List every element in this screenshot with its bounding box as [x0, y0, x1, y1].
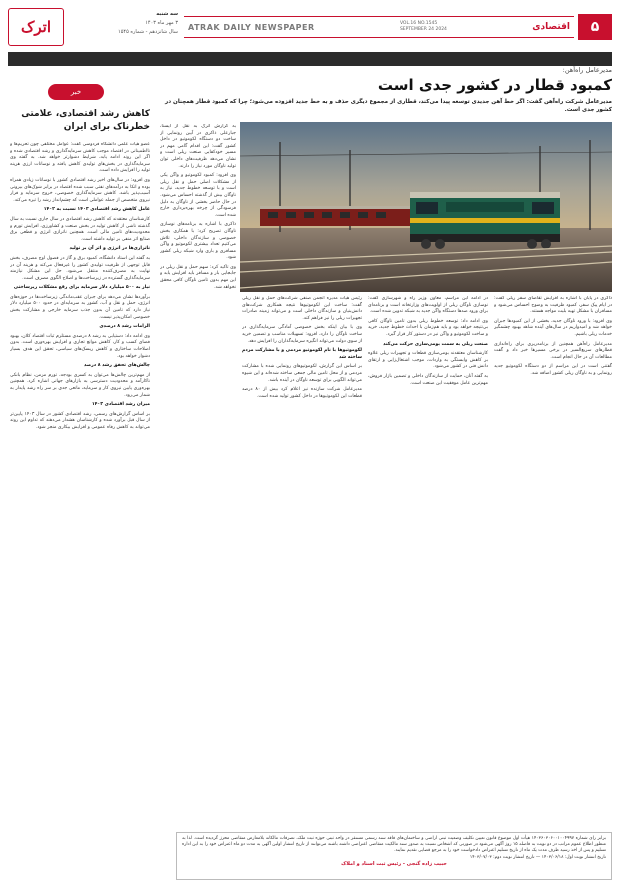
notice-signature: حبیب زاده گنجی - رئیس ثبت اسناد و املاک — [341, 860, 447, 867]
subheading: عامل کاهش رشد اقتصادی ۱۴۰۳ نسبت به ۱۴۰۲ — [43, 207, 150, 213]
newspaper-logo — [8, 8, 64, 46]
paragraph: برآوردها نشان می‌دهد برای جبران عقب‌ماندگی زیرساخت‌ها در حوزه‌های انرژی، حمل و نقل و آب، کشور به سرمایه‌ای در حدود ۵۰۰ میلیارد دلار نیاز دارد که تامین آن بدون جذب سرمایه خارجی و مشارکت بخش خصوصی امکان‌پذیر نیست. — [10, 294, 150, 320]
english-date: SEPTEMBER 24 2024 — [399, 27, 447, 32]
news-badge: خبر — [48, 84, 104, 100]
paragraph: از مهم‌ترین چالش‌ها می‌توان به کسری بودجه، تورم مزمن، نظام بانکی ناکارآمد و محدودیت دسترسی به بازارهای جهانی اشاره کرد. همچنین بهره‌وری پایین نیروی کار و سرمایه، مانعی جدی بر سر راه رشد پایدار به شمار می‌رود. — [10, 372, 150, 398]
paragraph: رئیس هیأت مدیره انجمن صنفی شرکت‌های حمل و نقل ریلی گفت: ساخت این لکوموتیوها نتیجه همکاری شرکت‌های دانش‌بنیان و سازندگان داخلی است و می‌تواند زمینه صادرات تجهیزات ریلی را نیز فراهم کند. — [242, 296, 362, 321]
paragraph: در ادامه این مراسم، معاون وزیر راه و شهرسازی گفت: نوسازی ناوگان ریلی از اولویت‌های وزارتخانه است و برنامه‌ای برای ورود صدها دستگاه واگن جدید به شبکه تدوین شده است. — [368, 296, 488, 315]
article-column-2 — [242, 296, 362, 824]
sidebar-headline: کاهش رشد اقتصادی، علامتی خطرناک برای ایران — [21, 109, 150, 132]
article-headline: کمبود قطار در کشور جدی است — [377, 76, 612, 94]
main-article-body — [160, 124, 612, 824]
issue-number: سال شانزدهم - شماره ۱۵۴۵ — [118, 29, 178, 35]
newspaper-name-en: ATRAK DAILY NEWSPAPER — [188, 22, 315, 32]
logo-text: اترک — [20, 18, 52, 36]
paragraph: وی با بیان اینکه بخش خصوصی آمادگی سرمایه‌گذاری در ساخت ناوگان را دارد، افزود: تسهیلات مناسب و تضمین خرید از سوی دولت می‌تواند انگیزه سرمایه‌گذاران را افزایش دهد. — [242, 325, 362, 344]
subheading: الزامات رشد ۸ درصدی — [99, 324, 150, 330]
paragraph: به گفته این استاد دانشگاه، کمبود برق و گاز در فصول اوج مصرف، بخش قابل توجهی از ظرفیت تولیدی کشور را غیرفعال می‌کند و هزینه آن در نهایت به مصرف‌کننده منتقل می‌شود. حل این مشکل نیازمند سرمایه‌گذاری گسترده در زیرساخت‌ها و اصلاح الگوی مصرف است. — [10, 255, 150, 281]
paragraph: بر اساس این گزارش، لکوموتیوهای رونمایی شده با مشارکت مردمی و از محل تامین مالی جمعی ساخته شده‌اند و این شیوه می‌تواند الگویی برای توسعه ناوگان در آینده باشد. — [242, 364, 362, 383]
subheading: چالش‌های تحقق رشد ۸ درصد — [84, 363, 150, 369]
paragraph: وی ادامه داد: دستیابی به رشد ۸ درصدی مستلزم ثبات اقتصاد کلان، بهبود فضای کسب و کار، کاهش موانع تجاری و افزایش بهره‌وری است. بدون اصلاحات ساختاری و کاهش ریسک‌های سیاسی، تحقق این هدف بسیار دشوار خواهد بود. — [10, 333, 150, 359]
article-lead: مدیرعامل شرکت راه‌آهن گفت: اگر خط آهن جدیدی توسعه پیدا می‌کند، قطاری از مجموع دیگری حذف و به خط جدید افزوده می‌شود؛ چرا که کمبود قطار همچنان در کشور جدی است. — [165, 99, 612, 113]
paragraph: بر اساس گزارش‌های رسمی، رشد اقتصادی کشور در سال ۱۴۰۳ پایین‌تر از سال قبل برآورد شده و کارشناسان هشدار می‌دهند که تداوم این روند می‌تواند به کاهش رفاه عمومی و افزایش بیکاری منجر شود. — [10, 411, 150, 430]
header-banner — [8, 52, 612, 66]
paragraph: مدیرعامل راه‌آهن همچنین از برنامه‌ریزی برای راه‌اندازی قطارهای سریع‌السیر در برخی مسیرها خبر داد و گفت مطالعات آن در حال انجام است. — [494, 341, 612, 360]
paragraph: به گزارش اترک به نقل از ایسنا، جبارعلی ذاکری در آیین رونمایی از ساخت دو دستگاه لکوموتیو در داخل کشور گفت: این اقدام گامی مهم در مسیر خودکفایی صنعت ریلی است و نشان می‌دهد ظرفیت‌های داخلی توان تولید ناوگان مورد نیاز را دارند. — [160, 124, 236, 169]
notice-text: برابر رای شماره ۱۴۰۳۶۰۳۰۶۰۰۱۰۰۴۹۹۷ هیأت اول موضوع قانون تعیین تکلیف وضعیت ثبتی اراضی و ساختمان‌های فاقد سند رسمی مستقر در واحد ثبتی حوزه ثبت ملک، تصرفات مالکانه بلامعارض متقاضی محرز گردیده است. لذا به منظور اطلاع عموم مراتب در دو نوبت به فاصله ۱۵ روز آگهی می‌شود در صورتی که اشخاص نسبت به صدور سند مالکیت متقاضی اعتراضی داشته باشند می‌توانند از تاریخ انتشار اولین آگهی به مدت دو ماه اعتراض خود را به این اداره تسلیم و پس از اخذ رسید ظرف مدت یک ماه از تاریخ تسلیم اعتراض دادخواست خود را به مرجع قضایی تقدیم نمایند. — [182, 836, 607, 854]
paragraph: مدیرعامل شرکت سازنده نیز اعلام کرد بیش از ۸۰ درصد قطعات این لکوموتیوها در داخل کشور تولید شده است. — [242, 387, 362, 399]
paragraph: گفتنی است در این مراسم از دو دستگاه لکوموتیو جدید رونمایی و به ناوگان ریلی کشور اضافه شد. — [494, 364, 612, 376]
subheading: صنعت ریلی به سمت بومی‌سازی حرکت می‌کند — [383, 341, 488, 347]
weekday: سه شنبه — [156, 11, 178, 17]
paragraph: وی افزود: کمبود لکوموتیو و واگن یکی از مشکلات اصلی حمل و نقل ریلی است و با توسعه خطوط جدید، نیاز به ناوگان بیش از گذشته احساس می‌شود. در حال حاضر بخشی از ناوگان به دلیل فرسودگی از چرخه بهره‌برداری خارج شده است. — [160, 173, 236, 218]
subheading: نیاز به ۵۰۰ میلیارد دلار سرمایه برای رفع مشکلات زیرساختی — [13, 285, 150, 291]
paragraph: ذاکری در پایان با اشاره به افزایش تقاضای سفر ریلی گفت: در ایام پیک سفر، کمبود ظرفیت به وضوح احساس می‌شود و مسافران با مشکل تهیه بلیت مواجه هستند. — [494, 296, 612, 315]
article-column-4 — [494, 296, 612, 824]
masthead-strip — [184, 16, 574, 38]
volume-info — [400, 21, 447, 33]
legal-notice — [176, 832, 612, 880]
page-number: ۵ — [578, 14, 612, 40]
paragraph: وی تاکید کرد: سهم حمل و نقل ریلی در جابجایی بار و مسافر باید افزایش یابد و این مهم بدون تامین ناوگان کافی محقق نخواهد شد. — [160, 264, 236, 290]
paragraph: ذاکری با اشاره به برنامه‌های نوسازی ناوگان تصریح کرد: با همکاری بخش خصوصی و سازندگان داخلی، تلاش می‌کنیم تعداد بیشتری لکوموتیو و واگن مسافری و باری وارد شبکه ریلی کشور شود. — [160, 222, 236, 261]
sidebar-article — [10, 84, 150, 864]
paragraph: وی افزود: در سال‌های اخیر رشد اقتصادی کشور با نوسانات زیادی همراه بوده و اتکا به درآمدهای نفتی سبب شده اقتصاد در برابر شوک‌های بیرونی آسیب‌پذیر باشد. کاهش سرمایه‌گذاری خصوصی، خروج سرمایه و فرار نیروی متخصص از جمله عواملی است که چشم‌انداز رشد را تیره می‌کند. — [10, 177, 150, 203]
section-title: اقتصادی — [532, 22, 570, 32]
paragraph: وی ادامه داد: توسعه خطوط ریلی بدون تامین ناوگان کافی بی‌نتیجه خواهد بود و باید هم‌زمان با احداث خطوط جدید، خرید و ساخت لکوموتیو و واگن نیز در دستور کار قرار گیرد. — [368, 318, 488, 337]
sidebar-body — [10, 142, 150, 857]
subheading: میزان رشد اقتصادی ۱۴۰۳ — [91, 402, 150, 408]
volume-line: VOL.16 NO.1545 — [399, 21, 438, 26]
issue-date — [68, 10, 178, 37]
paragraph: وی افزود: با ورود ناوگان جدید، بخشی از این کمبودها جبران خواهد شد و امیدواریم در سال‌های آینده شاهد بهبود چشمگیر خدمات ریلی باشیم. — [494, 318, 612, 337]
subheading: ناترازی‌ها در انرژی و اثر آن بر تولید — [69, 246, 150, 252]
masthead — [8, 6, 612, 50]
paragraph: به گفته آنان، حمایت از سازندگان داخلی و تضمین بازار فروش، مهم‌ترین عامل موفقیت این صنعت است. — [368, 373, 488, 386]
notice-dates: تاریخ انتشار نوبت اول: ۱۴۰۳/۰۶/۱۸ — تاریخ انتشار نوبت دوم: ۱۴۰۳/۰۷/۰۳ — [469, 854, 606, 860]
article-column-1 — [160, 124, 236, 824]
date: ۳ مهر ماه ۱۴۰۳ — [145, 20, 178, 26]
main-article-header — [160, 66, 612, 118]
paragraph: کارشناسان معتقدند که کاهش رشد اقتصادی در سال جاری نسبت به سال گذشته ناشی از کاهش تولید در بخش صنعت و کشاورزی، افزایش تورم و محدودیت‌های تامین مالی است. همچنین ناترازی انرژی و قطعی برق صنایع اثر منفی بر تولید داشته است. — [10, 216, 150, 242]
article-kicker: مدیرعامل راه‌آهن: — [562, 66, 612, 74]
subheading: لکوموتیوها با نام لکوموتیو مردمی و با مشارکت مردم ساخته شد — [242, 348, 362, 360]
article-column-3 — [368, 296, 488, 824]
paragraph: کارشناسان معتقدند بومی‌سازی قطعات و تجهیزات ریلی علاوه بر کاهش وابستگی به واردات، موجب اشتغال‌زایی و ارتقای دانش فنی در کشور می‌شود. — [368, 351, 488, 370]
paragraph: عضو هیأت علمی دانشگاه فردوسی گفت: عوامل مختلفی چون تحریم‌ها و نااطمینانی در اقتصاد موجب کاهش سرمایه‌گذاری و رشد اقتصادی شده و اگر این روند ادامه یابد، شرایط دشوارتر خواهد شد. به گفته وی سرمایه‌گذاری در بخش‌های تولیدی کاهش یافته و نوسانات ارزی هزینه تولید را افزایش داده است. — [10, 142, 150, 174]
